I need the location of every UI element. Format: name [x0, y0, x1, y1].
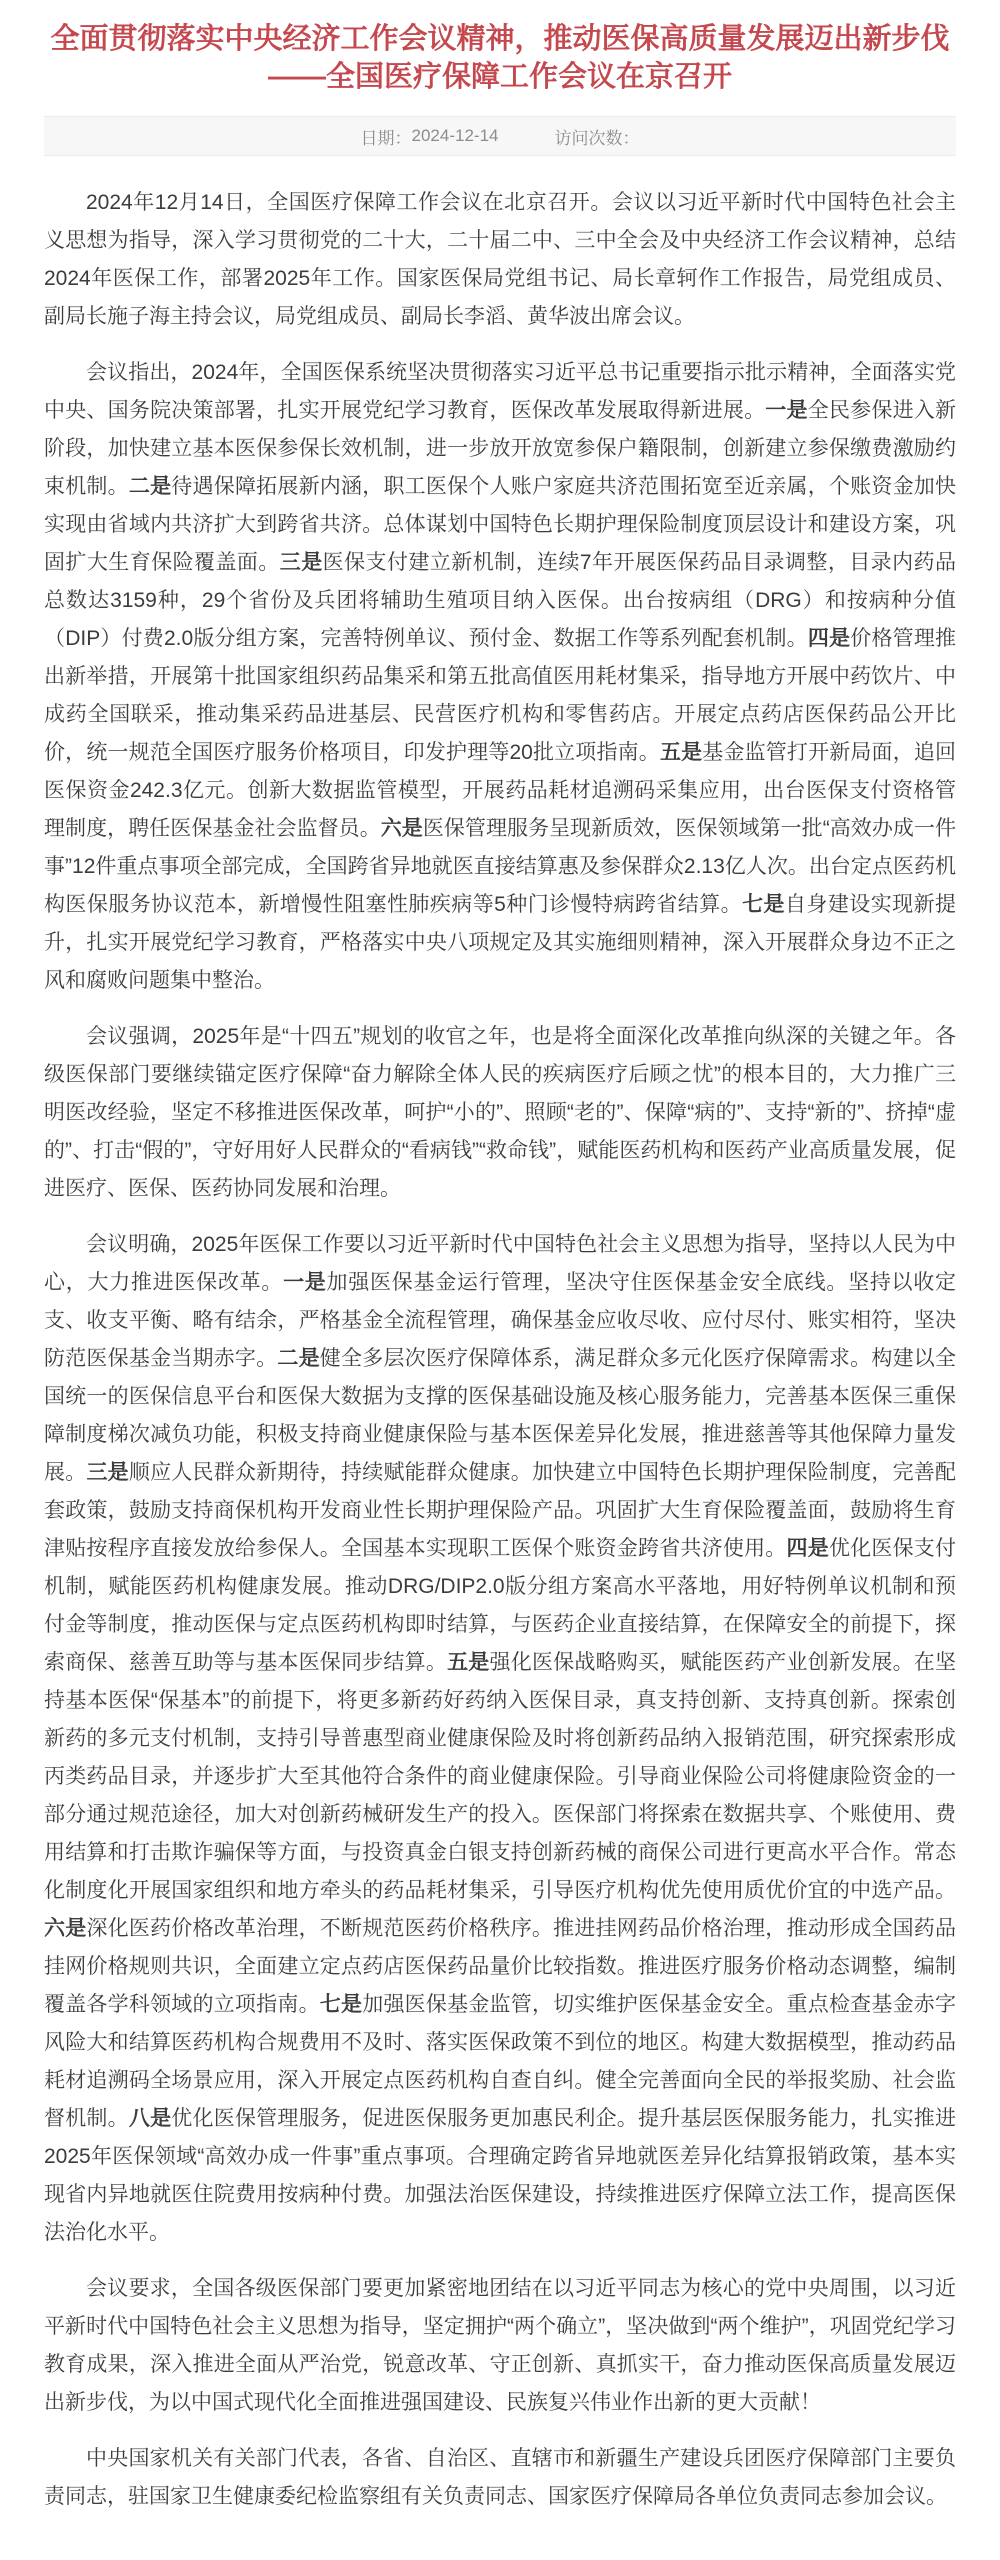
text-run: 强化医保战略购买，赋能医药产业创新发展。在坚持基本医保“保基本”的前提下，将更多新药好药纳入医保目录，真支持创新、支持真创新。探索创新药的多元支付机制，支持引导普惠型商业健康保险及时将创新药品纳入报销范围，研究探索形成丙类药品目录，并逐步扩大至其他符合条件的商业健康保险。引导商业保险公司将健康险资金的一部分通过规范途径，加大对创新药械研发生产的投入。医保部门将探索在数据共享、个账使用、费用结算和打击欺诈骗保等方面，与投资真金白银支持创新药械的商保公司进行更高水平合作。常态化制度化开展国家组织和地方牵头的药品耗材集采，引导医疗机构优先使用质优价宜的中选产品。 [44, 1651, 957, 1902]
page-title-line2: ——全国医疗保障工作会议在京召开 [267, 61, 732, 93]
bold-text-run: 五是 [447, 1651, 490, 1674]
text-run: 会议要求，全国各级医保部门要更加紧密地团结在以习近平同志为核心的党中央周围，以习近平新时代中国特色社会主义思想为指导，坚定拥护“两个确立”，坚决做到“两个维护”，巩固党纪学习教育成果，深入推进全面从严治党，锐意改革、守正创新、真抓实干，奋力推动医保高质量发展迈出新步伐，为以中国式现代化全面推进强国建设、民族复兴伟业作出新的更大贡献！ [44, 2277, 956, 2414]
article-paragraph [44, 354, 956, 1000]
text-run: 健全多层次医疗保障体系，满足群众多元化医疗保障需求。构建以全国统一的医保信息平台和医保大数据为支撑的医保基础设施及核心服务能力，完善基本医保三重保障制度梯次减负功能，积极支持商业健康保险与基本医保差异化发展，推进慈善等其他保障力量发展。 [44, 1347, 957, 1484]
date-value: 2024-12-14 [411, 126, 499, 145]
bold-text-run: 六是 [44, 1917, 87, 1940]
text-run: 加强医保基金运行管理，坚决守住医保基金安全底线。坚持以收定支、收支平衡、略有结余，严格基金全流程管理，确保基金应收尽收、应付尽付、账实相符，坚决防范医保基金当期赤字。 [44, 1271, 957, 1370]
article-paragraph [44, 2440, 956, 2516]
date-group [361, 124, 499, 149]
bold-text-run: 三是 [279, 551, 323, 574]
bold-text-run: 四是 [786, 1537, 829, 1560]
text-run: 医保支付建立新机制，连续7年开展医保药品目录调整，目录内药品总数达3159种，29个省份及兵团将辅助生殖项目纳入医保。出台按病组（DRG）和按病种分值（DIP）付费2.0版分组方案，完善特例单议、预付金、数据工作等系列配套机制。 [44, 551, 956, 650]
text-run: 会议指出，2024年，全国医保系统坚决贯彻落实习近平总书记重要指示批示精神，全面落实党中央、国务院决策部署，扎实开展党纪学习教育，医保改革发展取得新进展。 [44, 361, 956, 422]
bold-text-run: 八是 [128, 2107, 172, 2130]
text-run: 基金监管打开新局面，追回医保资金242.3亿元。创新大数据监管模型，开展药品耗材追溯码采集应用，出台医保支付资格管理制度，聘任医保基金社会监督员。 [44, 741, 957, 840]
text-run: 深化医药价格改革治理，不断规范医药价格秩序。推进挂网药品价格治理，推动形成全国药品挂网价格规则共识，全面建立定点药店医保药品量价比较指数。推进医疗服务价格动态调整，编制覆盖各学科领域的立项指南。 [44, 1917, 957, 2016]
visits-group [554, 124, 639, 149]
bold-text-run: 六是 [380, 817, 423, 840]
text-run: 会议强调，2025年是“十四五”规划的收官之年，也是将全面深化改革推向纵深的关键之年。各级医保部门要继续锚定医疗保障“奋力解除全体人民的疾病医疗后顾之忧”的根本目的，大力推广三明医改经验，坚定不移推进医保改革，呵护“小的”、照顾“老的”、保障“病的”、支持“新的”、挤掉“虚的”、打击“假的”，守好用好人民群众的“看病钱”“救命钱”，赋能医药机构和医药产业高质量发展，促进医疗、医保、医药协同发展和治理。 [44, 1025, 956, 1200]
bold-text-run: 七是 [319, 1993, 363, 2016]
text-run: 加强医保基金监管，切实维护医保基金安全。重点检查基金赤字风险大和结算医药机构合规费用不及时、落实医保政策不到位的地区。构建大数据模型，推动药品耗材追溯码全场景应用，深入开展定点医药机构自查自纠。健全完善面向全民的举报奖励、社会监督机制。 [44, 1993, 957, 2130]
page-title [0, 0, 1000, 104]
bold-text-run: 五是 [659, 741, 703, 764]
text-run: 医保管理服务呈现新质效，医保领域第一批“高效办成一件事”12件重点事项全部完成，全国跨省异地就医直接结算惠及参保群众2.13亿人次。出台定点医药机构医保服务协议范本，新增慢性阻塞性肺疾病等5种门诊慢特病跨省结算。 [44, 817, 956, 916]
article-paragraph [44, 2270, 956, 2422]
text-run: 待遇保障拓展新内涵，职工医保个人账户家庭共济范围拓宽至近亲属，个账资金加快实现由省域内共济扩大到跨省共济。总体谋划中国特色长期护理保险制度顶层设计和建设方案，巩固扩大生育保险覆盖面。 [44, 475, 957, 574]
date-label: 日期： [360, 128, 412, 148]
text-run: 价格管理推出新举措，开展第十批国家组织药品集采和第五批高值医用耗材集采，指导地方开展中药饮片、中成药全国联采，推动集采药品进基层、民营医疗机构和零售药店。开展定点药店医保药品公开比价，统一规范全国医疗服务价格项目，印发护理等20批立项指南。 [44, 627, 957, 764]
text-run: 优化医保支付机制，赋能医药机构健康发展。推动DRG/DIP2.0版分组方案高水平落地，用好特例单议机制和预付金等制度，推动医保与定点医药机构即时结算，与医药企业直接结算，在保障安全的前提下，探索商保、慈善互助等与基本医保同步结算。 [44, 1537, 957, 1674]
article-body [44, 184, 956, 2560]
text-run: 全民参保进入新阶段，加快建立基本医保参保长效机制，进一步放开放宽参保户籍限制，创新建立参保缴费激励约束机制。 [44, 399, 957, 498]
text-run: 自身建设实现新提升，扎实开展党纪学习教育，严格落实中央八项规定及其实施细则精神，深入开展群众身边不正之风和腐败问题集中整治。 [44, 893, 957, 992]
text-run: 会议明确，2025年医保工作要以习近平新时代中国特色社会主义思想为指导，坚持以人民为中心，大力推进医保改革。 [44, 1233, 956, 1294]
bold-text-run: 四是 [807, 627, 851, 650]
bold-text-run: 一是 [765, 399, 808, 422]
bold-text-run: 一是 [283, 1271, 327, 1294]
bold-text-run: 七是 [742, 893, 785, 916]
bold-text-run: 三是 [86, 1461, 129, 1484]
text-run: 中央国家机关有关部门代表，各省、自治区、直辖市和新疆生产建设兵团医疗保障部门主要负责同志，驻国家卫生健康委纪检监察组有关负责同志、国家医疗保障局各单位负责同志参加会议。 [44, 2447, 956, 2508]
text-run: 顺应人民群众新期待，持续赋能群众健康。加快建立中国特色长期护理保险制度，完善配套政策，鼓励支持商保机构开发商业性长期护理保险产品。巩固扩大生育保险覆盖面，鼓励将生育津贴按程序直接发放给参保人。全国基本实现职工医保个账资金跨省共济使用。 [44, 1461, 957, 1560]
article-paragraph [44, 184, 956, 336]
bold-text-run: 二是 [277, 1347, 320, 1370]
text-run: 2024年12月14日，全国医疗保障工作会议在北京召开。会议以习近平新时代中国特色社会主义思想为指导，深入学习贯彻党的二十大，二十届二中、三中全会及中央经济工作会议精神，总结2024年医保工作，部署2025年工作。国家医保局党组书记、局长章轲作工作报告，局党组成员、副局长施子海主持会议，局党组成员、副局长李滔、黄华波出席会议。 [44, 191, 956, 328]
article-paragraph [44, 1018, 956, 1208]
article-content [44, 116, 956, 2560]
text-run: 优化医保管理服务，促进医保服务更加惠民利企。提升基层医保服务能力，扎实推进2025年医保领域“高效办成一件事”重点事项。合理确定跨省异地就医差异化结算报销政策，基本实现省内异地就医住院费用按病种付费。加强法治医保建设，持续推进医疗保障立法工作，提高医保法治化水平。 [44, 2107, 957, 2244]
bold-text-run: 二是 [128, 475, 172, 498]
article-paragraph [44, 1226, 956, 2252]
page-title-line1: 全面贯彻落实中央经济工作会议精神，推动医保高质量发展迈出新步伐 [50, 23, 950, 55]
meta-bar [44, 116, 956, 156]
visits-label: 访问次数： [554, 128, 640, 148]
